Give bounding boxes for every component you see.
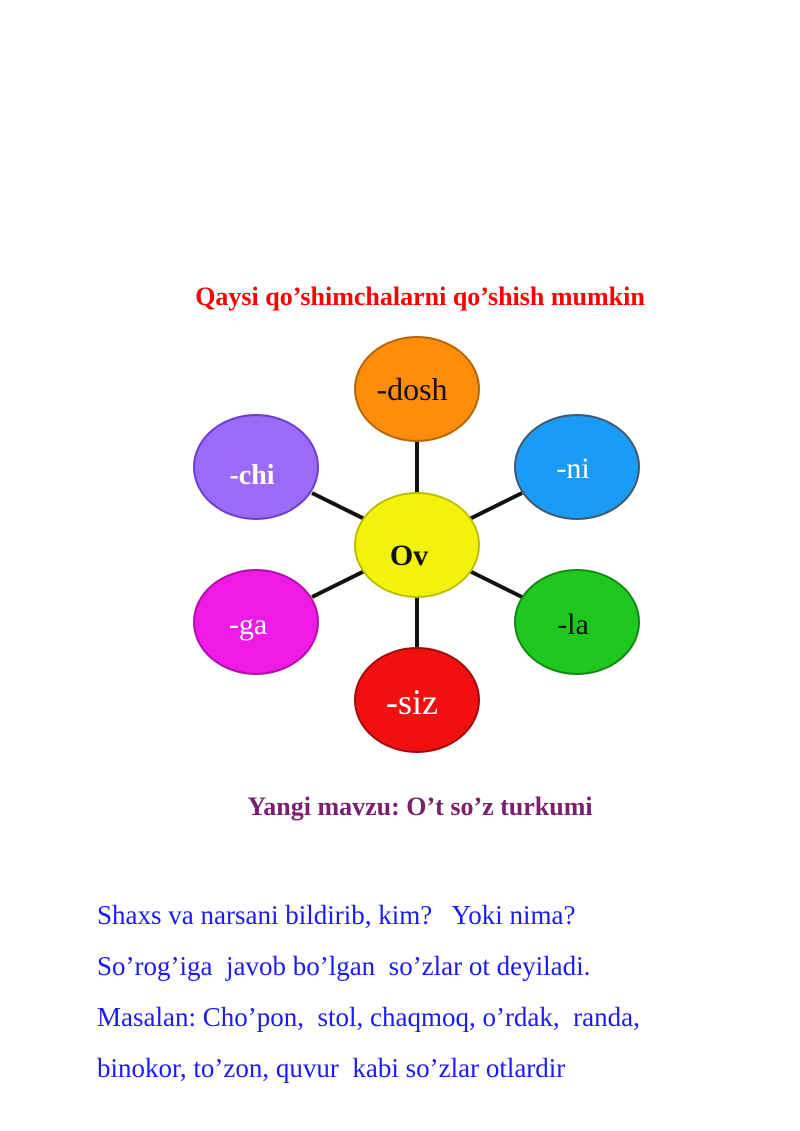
definition-text bbox=[97, 890, 757, 1094]
node-chi bbox=[194, 415, 318, 519]
text-line: So’rog’iga javob bo’lgan so’zlar ot deyiladi. bbox=[97, 951, 591, 981]
topic-heading: Yangi mavzu: O’t so’z turkumi bbox=[247, 792, 593, 821]
node-dosh bbox=[355, 337, 479, 441]
node-label: -ni bbox=[556, 452, 590, 485]
node-ni bbox=[515, 415, 639, 519]
node-label: -dosh bbox=[376, 371, 448, 407]
node-center bbox=[355, 493, 479, 597]
text-line: binokor, to’zon, quvur kabi so’zlar otlardir bbox=[97, 1053, 566, 1083]
question-heading: Qaysi qo’shimchalarni qo’shish mumkin bbox=[195, 282, 645, 311]
node-label: -siz bbox=[386, 682, 438, 722]
text-line: Shaxs va narsani bildirib, kim? Yoki nima? bbox=[97, 900, 576, 930]
node-label: -chi bbox=[229, 460, 275, 491]
node-siz bbox=[355, 648, 479, 752]
node-ga bbox=[194, 570, 318, 674]
node-label: -la bbox=[557, 608, 589, 641]
node-label: -ga bbox=[228, 608, 268, 641]
text-line: Masalan: Cho’pon, stol, chaqmoq, o’rdak, randa, bbox=[97, 1002, 640, 1032]
center-label: Ov bbox=[389, 539, 429, 572]
node-la bbox=[515, 570, 639, 674]
